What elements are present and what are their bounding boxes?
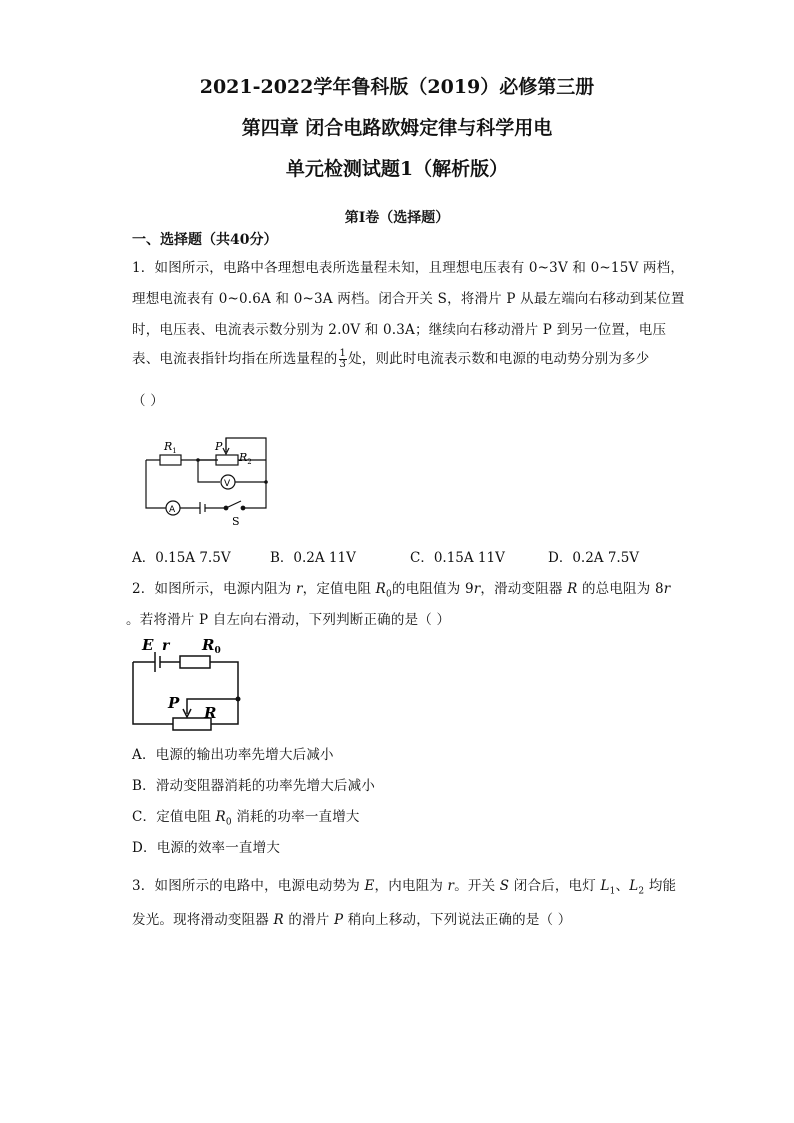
resistor-r0 [180,656,210,668]
q3-text-c: 。开关 [454,878,500,894]
q2-option-a[interactable]: A．电源的输出功率先增大后减小 [132,747,334,763]
fraction-denominator: 3 [339,359,347,370]
section-heading: 一、选择题（共40分） [132,232,278,248]
fraction-numerator: 1 [339,348,347,359]
q3-var-e: E [364,878,375,894]
label-r0: $R_0$ [202,636,221,656]
q3-var-l2: L [629,878,639,894]
q2-option-c-text-a: C．定值电阻 [132,809,216,825]
q2-text-c: 的电阻值为 9 [391,581,474,597]
q3-var-p: P [333,912,344,928]
q3-text-g: 发光。现将滑动变阻器 [132,912,274,928]
q3-text-a: 3．如图所示的电路中，电源电动势为 [132,878,365,894]
q3-text-e: 、 [615,878,630,894]
q1-answer-bracket: （ ） [132,393,164,409]
q2-text-a: 2．如图所示，电源内阻为 [132,581,296,597]
label-r2: $R_2$ [239,451,252,466]
q3-text-b: ，内电阻为 [374,878,448,894]
resistor-r1 [160,455,181,465]
q2-option-d[interactable]: D．电源的效率一直增大 [132,840,281,856]
q3-var-rheostat: R [273,912,284,928]
label-p: P [168,694,180,712]
q1-line-3: 时，电压表、电流表示数分别为 2.0V 和 0.3A；继续向右移动滑片 P 到另一位置，电压 [132,322,667,338]
q3-text-f: 均能 [644,878,677,894]
q1-line-1: 1．如图所示，电路中各理想电表所选量程未知，且理想电压表有 0~3V 和 0~15V 两档， [132,260,685,276]
q1-line-2: 理想电流表有 0~0.6A 和 0~3A 两档。闭合开关 S，将滑片 P 从最左端向右移动到某位置 [132,291,685,307]
title-line-2: 第四章 闭合电路欧姆定律与科学用电 [241,117,553,139]
q2-text-e: 的总电阻为 8 [577,581,664,597]
q3-line-2 [132,908,571,928]
q2-var-rheostat: R [567,581,578,597]
q2-var-r-2: r [473,581,481,597]
label-v: V [224,479,231,489]
q1-line-4 [132,347,649,370]
rheostat-r2 [216,455,238,465]
fraction-one-third [339,349,348,370]
q2-line-1 [132,577,670,600]
q1-line-4a: 表、电流表指针均指在所选量程的 [132,351,338,367]
title-line-3: 单元检测试题1（解析版） [285,158,509,180]
label-s: S [232,515,240,528]
q2-circuit-diagram [128,632,248,732]
q1-line-4b: 处，则此时电流表示数和电源的电动势分别为多少 [348,351,650,367]
q3-var-r: r [447,878,455,894]
q1-option-c[interactable]: C．0.15A 11V [410,550,505,566]
q3-text-i: 稍向上移动，下列说法正确的是（ ） [343,912,572,928]
q2-option-c-var: R [215,809,226,825]
q2-var-r0-sub: 0 [386,589,392,600]
q2-option-b[interactable]: B．滑动变阻器消耗的功率先增大后减小 [132,778,376,794]
title-line-1: 2021-2022学年鲁科版（2019）必修第三册 [199,76,595,98]
label-a: A [169,505,176,515]
q3-var-l2-sub: 2 [638,886,645,897]
q2-option-c[interactable] [132,805,360,828]
label-p: P [215,440,223,453]
q1-option-b[interactable]: B．0.2A 11V [270,550,356,566]
q2-var-r0: R [375,581,387,597]
label-r1: $R_1$ [164,440,177,455]
label-r: r [162,638,170,654]
q3-var-s: S [499,878,510,894]
q1-option-a[interactable]: A．0.15A 7.5V [132,550,231,566]
label-e: E [142,636,154,654]
q2-text-b: ，定值电阻 [302,581,376,597]
label-rheostat: R [204,704,217,722]
q2-text-d: ，滑动变阻器 [480,581,568,597]
q2-option-c-text-b: 消耗的功率一直增大 [231,809,360,825]
q2-var-r-3: r [663,581,671,597]
volume-heading: 第Ⅰ卷（选择题） [344,210,450,226]
q3-text-d: 闭合后，电灯 [509,878,601,894]
q3-text-h: 的滑片 [283,912,334,928]
q2-line-2: 。若将滑片 P 自左向右滑动，下列判断正确的是（ ） [126,612,451,628]
q2-var-r: r [295,581,303,597]
q3-var-l1: L [600,878,610,894]
q2-option-c-sub: 0 [225,817,232,828]
q3-line-1 [132,874,676,897]
q1-option-d[interactable]: D．0.2A 7.5V [548,550,640,566]
q1-circuit-diagram [138,430,278,530]
q3-var-l1-sub: 1 [609,886,616,897]
